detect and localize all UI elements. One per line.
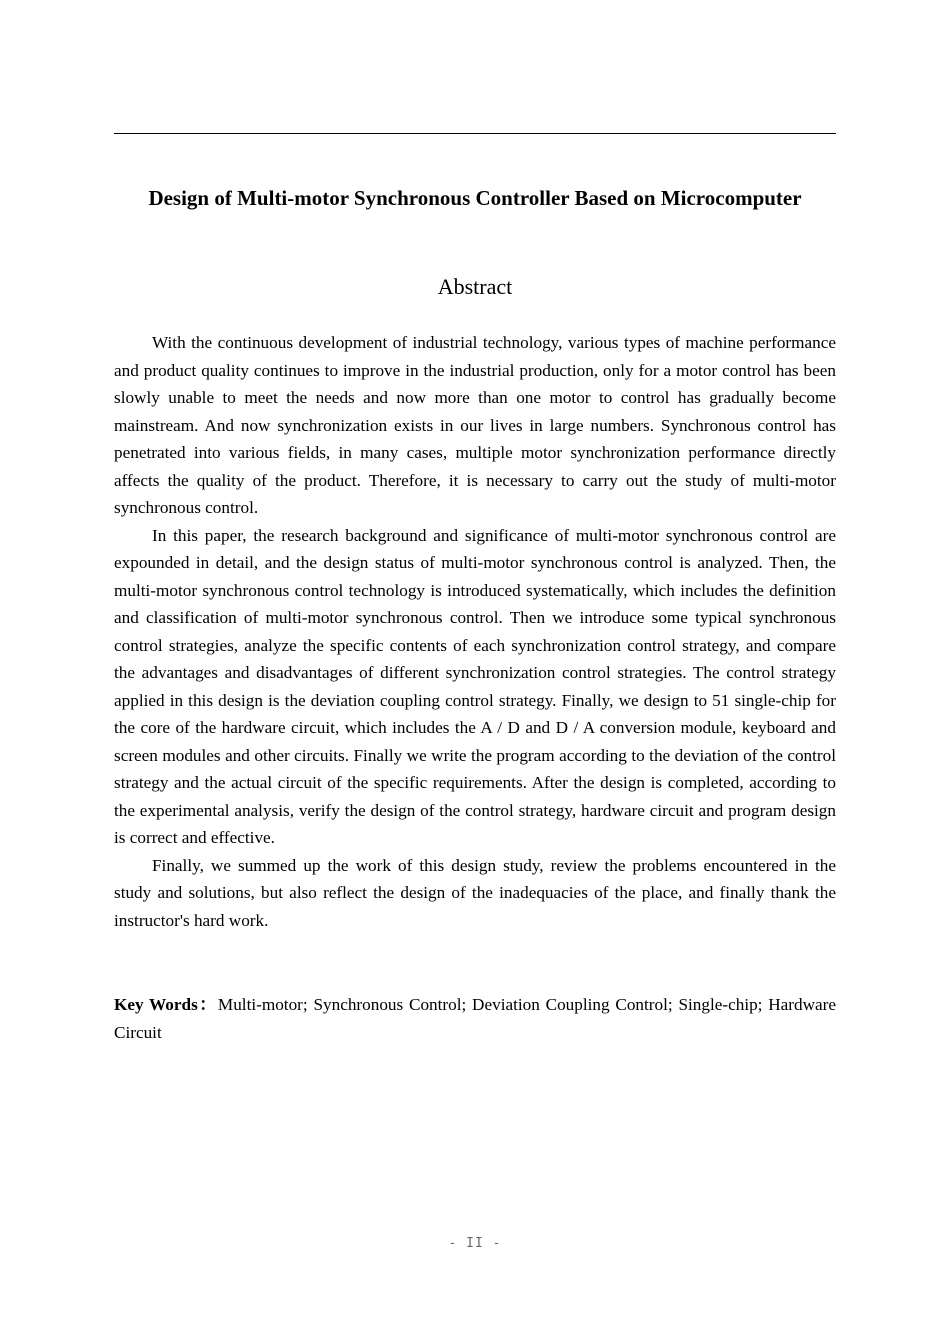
abstract-heading: Abstract (437, 274, 513, 299)
keywords-label: Key Words： (114, 995, 218, 1014)
page-number: - II - (448, 1236, 502, 1251)
header-rule (114, 133, 836, 134)
paper-title: Design of Multi-motor Synchronous Controller Based on Microcomputer (148, 186, 802, 210)
abstract-paragraph-1: With the continuous development of industrial technology, various types of machine performance and product quality continues to improve in the industrial production, only for a motor control has been slowly unable to meet the needs and now more than one motor to control has gradually become mainstream. And now synchronization exists in our lives in large numbers. Synchronous control has penetrated into various fields, in many cases, multiple motor synchronization performance directly affects the quality of the product. Therefore, it is necessary to carry out the study of multi-motor synchronous control. (114, 333, 836, 517)
keywords-text: Multi-motor; Synchronous Control; Deviation Coupling Control; Single-chip; Hardware Circuit (114, 995, 836, 1042)
keywords-line (114, 991, 836, 1046)
abstract-body (114, 329, 836, 934)
abstract-paragraph-3: Finally, we summed up the work of this design study, review the problems encountered in the study and solutions, but also reflect the design of the inadequacies of the place, and finally thank the instructor's hard work. (114, 855, 836, 930)
abstract-paragraph-2: In this paper, the research background and significance of multi-motor synchronous control are expounded in detail, and the design status of multi-motor synchronous control is analyzed. Then, the multi-motor synchronous control technology is introduced systematically, which includes the definition and classification of multi-motor synchronous control. Then we introduce some typical synchronous control strategies, analyze the specific contents of each synchronization control strategy, and compare the advantages and disadvantages of different synchronization control strategies. The control strategy applied in this design is the deviation coupling control strategy. Finally, we design to 51 single-chip for the core of the hardware circuit, which includes the A / D and D / A conversion module, keyboard and screen modules and other circuits. Finally we write the program according to the deviation of the control strategy and the actual circuit of the specific requirements. After the design is completed, according to the experimental analysis, verify the design of the control strategy, hardware circuit and program design is correct and effective. (114, 525, 836, 847)
